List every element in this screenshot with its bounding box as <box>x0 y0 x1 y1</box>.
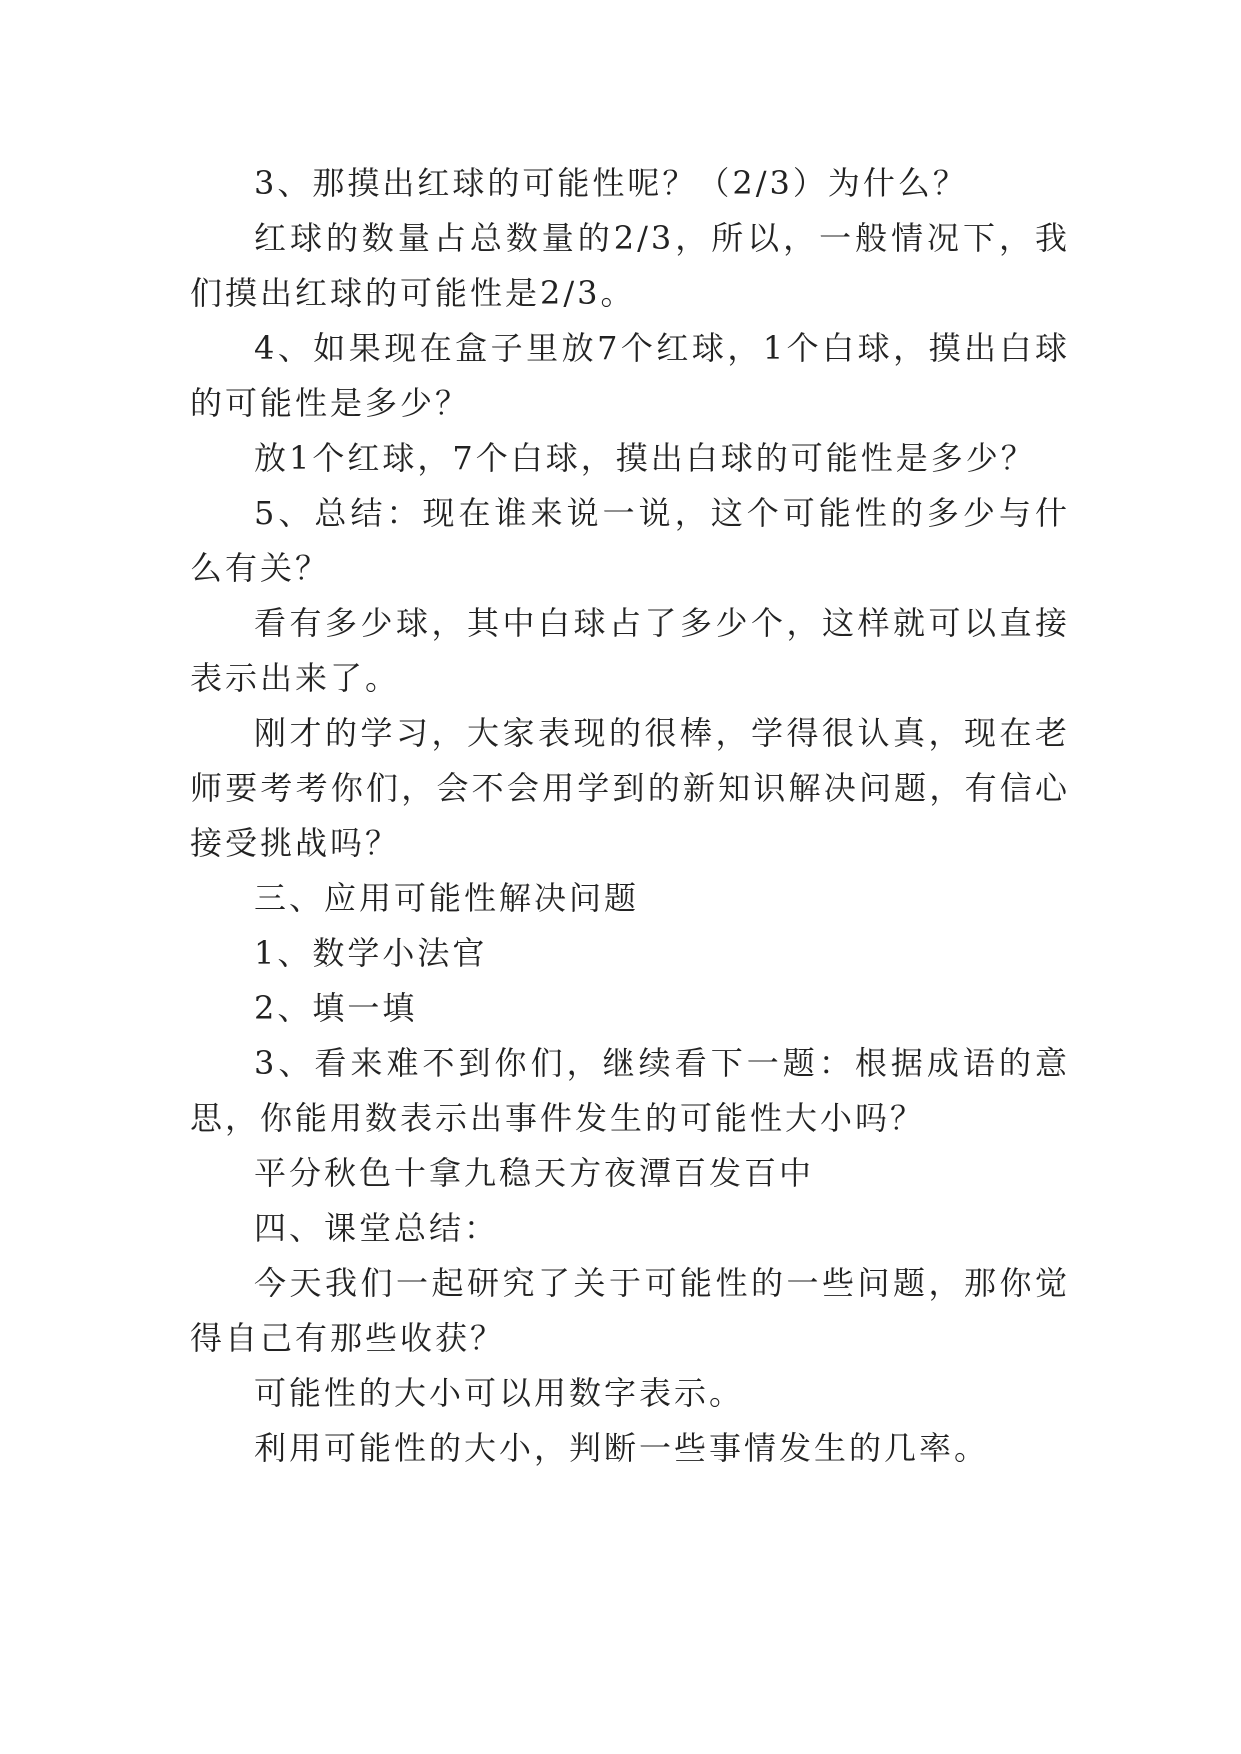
paragraph-5: 5、总结：现在谁来说一说，这个可能性的多少与什么有关？ <box>190 494 1070 587</box>
paragraph-1: 3、那摸出红球的可能性呢？（2/3）为什么？ <box>254 164 968 202</box>
paragraph-7: 刚才的学习，大家表现的很棒，学得很认真，现在老师要考考你们，会不会用学到的新知识解决问题，有信心接受挑战吗？ <box>190 714 1070 862</box>
document-body <box>190 156 1070 1476</box>
paragraph-4: 放1个红球，7个白球，摸出白球的可能性是多少？ <box>254 439 1036 477</box>
paragraph-15: 可能性的大小可以用数字表示。 <box>254 1374 745 1412</box>
paragraph-10: 2、填一填 <box>254 989 418 1027</box>
paragraph-14: 今天我们一起研究了关于可能性的一些问题，那你觉得自己有那些收获？ <box>190 1264 1070 1357</box>
paragraph-6: 看有多少球，其中白球占了多少个，这样就可以直接表示出来了。 <box>190 604 1070 697</box>
paragraph-11: 3、看来难不到你们，继续看下一题：根据成语的意思，你能用数表示出事件发生的可能性大小吗？ <box>190 1044 1070 1137</box>
section-heading-3: 三、应用可能性解决问题 <box>254 879 640 917</box>
paragraph-12: 平分秋色十拿九稳天方夜潭百发百中 <box>254 1154 815 1192</box>
section-heading-4: 四、课堂总结： <box>254 1209 500 1247</box>
paragraph-2: 红球的数量占总数量的2/3，所以，一般情况下，我们摸出红球的可能性是2/3。 <box>190 219 1070 312</box>
paragraph-9: 1、数学小法官 <box>254 934 488 972</box>
paragraph-16: 利用可能性的大小，判断一些事情发生的几率。 <box>254 1429 990 1467</box>
paragraph-3: 4、如果现在盒子里放7个红球，1个白球，摸出白球的可能性是多少？ <box>190 329 1070 422</box>
